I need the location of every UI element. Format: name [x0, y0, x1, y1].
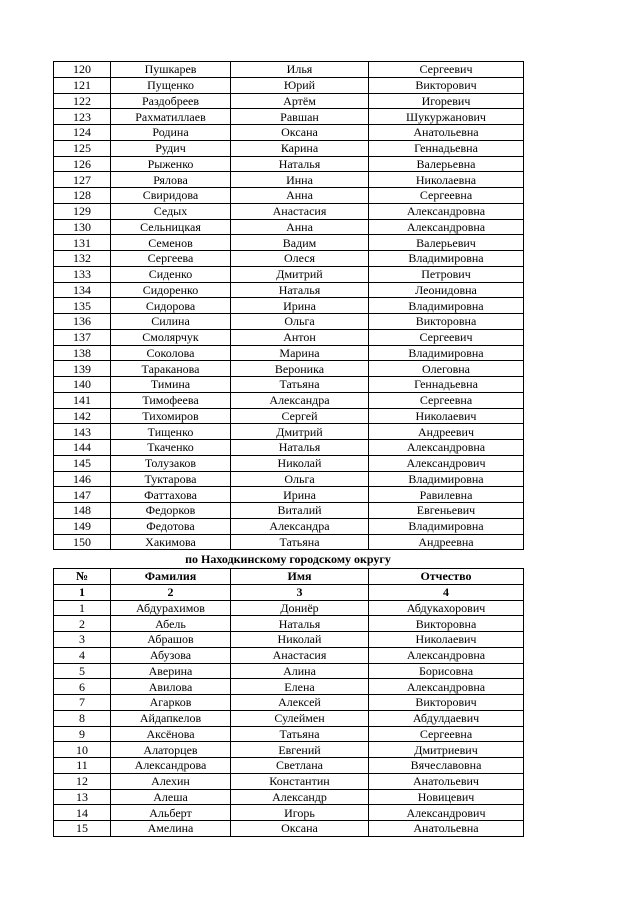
surname-cell: Фаттахова: [111, 487, 231, 503]
header-surname: Фамилия: [111, 569, 231, 585]
patronymic-cell: Валерьевич: [369, 235, 524, 251]
name-cell: Ирина: [231, 298, 369, 314]
surname-cell: Толузаков: [111, 455, 231, 471]
table-row: [54, 109, 524, 125]
surname-cell: Сельницкая: [111, 219, 231, 235]
name-cell: Оксана: [231, 125, 369, 141]
patronymic-cell: Викторович: [369, 695, 524, 711]
patronymic-cell: Сергеевна: [369, 726, 524, 742]
row-number-cell: 141: [54, 392, 111, 408]
surname-cell: Силина: [111, 314, 231, 330]
surname-cell: Федотова: [111, 518, 231, 534]
surname-cell: Тищенко: [111, 424, 231, 440]
row-number-cell: 1: [54, 600, 111, 616]
patronymic-cell: Сергеевич: [369, 62, 524, 78]
table-row: [54, 663, 524, 679]
patronymic-cell: Викторовна: [369, 314, 524, 330]
patronymic-cell: Владимировна: [369, 298, 524, 314]
surname-cell: Абдурахимов: [111, 600, 231, 616]
surname-cell: Ткаченко: [111, 440, 231, 456]
surname-cell: Аверина: [111, 663, 231, 679]
table-row: [54, 679, 524, 695]
patronymic-cell: Владимировна: [369, 518, 524, 534]
table-row: [54, 616, 524, 632]
row-number-cell: 10: [54, 742, 111, 758]
patronymic-cell: Владимировна: [369, 471, 524, 487]
row-number-cell: 147: [54, 487, 111, 503]
header-patronymic: Отчество: [369, 569, 524, 585]
name-cell: Равшан: [231, 109, 369, 125]
name-cell: Наталья: [231, 616, 369, 632]
table-row: [54, 77, 524, 93]
surname-cell: Свиридова: [111, 188, 231, 204]
surname-cell: Седых: [111, 203, 231, 219]
surname-cell: Тараканова: [111, 361, 231, 377]
name-cell: Татьяна: [231, 726, 369, 742]
name-cell: Сергей: [231, 408, 369, 424]
row-number-cell: 6: [54, 679, 111, 695]
row-number-cell: 126: [54, 156, 111, 172]
name-cell: Александр: [231, 789, 369, 805]
table-body: [54, 569, 524, 837]
surname-cell: Рялова: [111, 172, 231, 188]
row-number-cell: 120: [54, 62, 111, 78]
patronymic-cell: Николаевич: [369, 408, 524, 424]
name-cell: Ольга: [231, 471, 369, 487]
row-number-cell: 140: [54, 377, 111, 393]
row-number-cell: 139: [54, 361, 111, 377]
row-number-cell: 128: [54, 188, 111, 204]
name-cell: Александра: [231, 392, 369, 408]
patronymic-cell: Новицевич: [369, 789, 524, 805]
name-cell: Олеся: [231, 251, 369, 267]
name-cell: Евгений: [231, 742, 369, 758]
name-cell: Карина: [231, 140, 369, 156]
table-row: [54, 758, 524, 774]
name-cell: Николай: [231, 455, 369, 471]
patronymic-cell: Шукуржанович: [369, 109, 524, 125]
table-row: [54, 647, 524, 663]
table-row: [54, 345, 524, 361]
patronymic-cell: Александровна: [369, 679, 524, 695]
row-number-cell: 3: [54, 632, 111, 648]
patronymic-cell: Дмитриевич: [369, 742, 524, 758]
table-row: [54, 219, 524, 235]
table-row: [54, 726, 524, 742]
surname-cell: Алехин: [111, 773, 231, 789]
table-row: [54, 377, 524, 393]
patronymic-cell: Николаевна: [369, 172, 524, 188]
patronymic-cell: Александрович: [369, 805, 524, 821]
table-row: [54, 156, 524, 172]
row-number-cell: 142: [54, 408, 111, 424]
patronymic-cell: Сергеевна: [369, 392, 524, 408]
surname-cell: Раздобреев: [111, 93, 231, 109]
row-number-cell: 15: [54, 821, 111, 837]
patronymic-cell: Евгеньевич: [369, 503, 524, 519]
row-number-cell: 137: [54, 329, 111, 345]
table-row: [54, 408, 524, 424]
surname-cell: Туктарова: [111, 471, 231, 487]
name-cell: Светлана: [231, 758, 369, 774]
patronymic-cell: Валерьевна: [369, 156, 524, 172]
patronymic-cell: Петрович: [369, 266, 524, 282]
surname-cell: Абузова: [111, 647, 231, 663]
patronymic-cell: Анатольевна: [369, 821, 524, 837]
patronymic-cell: Олеговна: [369, 361, 524, 377]
table-row: [54, 455, 524, 471]
row-number-cell: 127: [54, 172, 111, 188]
row-number-cell: 133: [54, 266, 111, 282]
name-cell: Сулеймен: [231, 710, 369, 726]
surname-cell: Пушкарев: [111, 62, 231, 78]
name-cell: Елена: [231, 679, 369, 695]
surname-cell: Абель: [111, 616, 231, 632]
row-number-cell: 12: [54, 773, 111, 789]
table-row: [54, 503, 524, 519]
name-cell: Александра: [231, 518, 369, 534]
table-row: [54, 424, 524, 440]
surname-cell: Сиденко: [111, 266, 231, 282]
name-cell: Николай: [231, 632, 369, 648]
surname-cell: Александрова: [111, 758, 231, 774]
table-row: [54, 188, 524, 204]
patronymic-cell: Владимировна: [369, 345, 524, 361]
table-row: [54, 235, 524, 251]
surname-cell: Рахматиллаев: [111, 109, 231, 125]
row-number-cell: 9: [54, 726, 111, 742]
surname-cell: Тимина: [111, 377, 231, 393]
row-number-cell: 136: [54, 314, 111, 330]
patronymic-cell: Андреевна: [369, 534, 524, 550]
surname-cell: Абрашов: [111, 632, 231, 648]
patronymic-cell: Анатольевна: [369, 125, 524, 141]
surname-cell: Алаторцев: [111, 742, 231, 758]
row-number-cell: 134: [54, 282, 111, 298]
row-number-cell: 149: [54, 518, 111, 534]
surname-cell: Родина: [111, 125, 231, 141]
surname-cell: Аксёнова: [111, 726, 231, 742]
table-row: [54, 805, 524, 821]
row-number-cell: 131: [54, 235, 111, 251]
row-number-cell: 143: [54, 424, 111, 440]
table-row: [54, 314, 524, 330]
name-cell: Виталий: [231, 503, 369, 519]
table-row: [54, 821, 524, 837]
row-number-cell: 129: [54, 203, 111, 219]
surname-cell: Пущенко: [111, 77, 231, 93]
patronymic-cell: Геннадьевна: [369, 377, 524, 393]
surname-cell: Тимофеева: [111, 392, 231, 408]
name-cell: Наталья: [231, 156, 369, 172]
surname-cell: Рудич: [111, 140, 231, 156]
table-row: [54, 471, 524, 487]
name-cell: Инна: [231, 172, 369, 188]
name-cell: Татьяна: [231, 377, 369, 393]
patronymic-cell: Александрович: [369, 455, 524, 471]
table-body: [54, 62, 524, 550]
surname-cell: Сидорова: [111, 298, 231, 314]
name-cell: Оксана: [231, 821, 369, 837]
patronymic-cell: Александровна: [369, 647, 524, 663]
surname-cell: Смолярчук: [111, 329, 231, 345]
patronymic-cell: Игоревич: [369, 93, 524, 109]
table-row: [54, 632, 524, 648]
patronymic-cell: Сергеевна: [369, 188, 524, 204]
name-cell: Татьяна: [231, 534, 369, 550]
patronymic-cell: Равилевна: [369, 487, 524, 503]
patronymic-cell: Леонидовна: [369, 282, 524, 298]
table-row: [54, 518, 524, 534]
table-row: [54, 695, 524, 711]
row-number-cell: 124: [54, 125, 111, 141]
table-row: [54, 172, 524, 188]
name-cell: Анастасия: [231, 647, 369, 663]
row-number-cell: 11: [54, 758, 111, 774]
surname-cell: Агарков: [111, 695, 231, 711]
patronymic-cell: Сергеевич: [369, 329, 524, 345]
participants-table-nakhodka: [53, 568, 524, 837]
name-cell: Дмитрий: [231, 424, 369, 440]
table-row: [54, 361, 524, 377]
name-cell: Алексей: [231, 695, 369, 711]
surname-cell: Алеша: [111, 789, 231, 805]
table-row: [54, 203, 524, 219]
table-row: [54, 298, 524, 314]
patronymic-cell: Андреевич: [369, 424, 524, 440]
name-cell: Анна: [231, 188, 369, 204]
row-number-cell: 7: [54, 695, 111, 711]
table-row: [54, 440, 524, 456]
patronymic-cell: Абдукахорович: [369, 600, 524, 616]
row-number-cell: 121: [54, 77, 111, 93]
row-number-cell: 2: [54, 616, 111, 632]
name-cell: Анна: [231, 219, 369, 235]
table-row: [54, 251, 524, 267]
surname-cell: Альберт: [111, 805, 231, 821]
name-cell: Илья: [231, 62, 369, 78]
section-heading: по Находкинскому городскому округу: [185, 552, 391, 566]
patronymic-cell: Борисовна: [369, 663, 524, 679]
row-number-cell: 13: [54, 789, 111, 805]
name-cell: Юрий: [231, 77, 369, 93]
surname-cell: Рыженко: [111, 156, 231, 172]
name-cell: Ольга: [231, 314, 369, 330]
surname-cell: Авилова: [111, 679, 231, 695]
header-number: №: [54, 569, 111, 585]
patronymic-cell: Геннадьевна: [369, 140, 524, 156]
table-row: [54, 710, 524, 726]
participants-table-continued: [53, 61, 524, 550]
row-number-cell: 122: [54, 93, 111, 109]
name-cell: Марина: [231, 345, 369, 361]
table-row: [54, 329, 524, 345]
name-cell: Антон: [231, 329, 369, 345]
table-row: [54, 125, 524, 141]
name-cell: Алина: [231, 663, 369, 679]
name-cell: Наталья: [231, 282, 369, 298]
row-number-cell: 5: [54, 663, 111, 679]
row-number-cell: 146: [54, 471, 111, 487]
patronymic-cell: Анатольевич: [369, 773, 524, 789]
surname-cell: Соколова: [111, 345, 231, 361]
header-name: Имя: [231, 569, 369, 585]
name-cell: Вероника: [231, 361, 369, 377]
patronymic-cell: Николаевич: [369, 632, 524, 648]
surname-cell: Тихомиров: [111, 408, 231, 424]
name-cell: Наталья: [231, 440, 369, 456]
row-number-cell: 130: [54, 219, 111, 235]
table-row: [54, 62, 524, 78]
row-number-cell: 135: [54, 298, 111, 314]
column-number-row: [54, 584, 524, 600]
name-cell: Вадим: [231, 235, 369, 251]
table-row: [54, 282, 524, 298]
column-number: 1: [54, 584, 111, 600]
table-row: [54, 140, 524, 156]
surname-cell: Сергеева: [111, 251, 231, 267]
surname-cell: Семенов: [111, 235, 231, 251]
row-number-cell: 150: [54, 534, 111, 550]
name-cell: Игорь: [231, 805, 369, 821]
table-row: [54, 534, 524, 550]
name-cell: Константин: [231, 773, 369, 789]
surname-cell: Айдапкелов: [111, 710, 231, 726]
patronymic-cell: Абдулдаевич: [369, 710, 524, 726]
surname-cell: Амелина: [111, 821, 231, 837]
table-row: [54, 487, 524, 503]
patronymic-cell: Александровна: [369, 203, 524, 219]
patronymic-cell: Вячеславовна: [369, 758, 524, 774]
patronymic-cell: Владимировна: [369, 251, 524, 267]
name-cell: Дониёр: [231, 600, 369, 616]
header-row: [54, 569, 524, 585]
row-number-cell: 144: [54, 440, 111, 456]
column-number: 2: [111, 584, 231, 600]
table-row: [54, 742, 524, 758]
row-number-cell: 123: [54, 109, 111, 125]
table-row: [54, 600, 524, 616]
name-cell: Ирина: [231, 487, 369, 503]
name-cell: Артём: [231, 93, 369, 109]
surname-cell: Хакимова: [111, 534, 231, 550]
patronymic-cell: Александровна: [369, 440, 524, 456]
row-number-cell: 138: [54, 345, 111, 361]
table-row: [54, 93, 524, 109]
name-cell: Анастасия: [231, 203, 369, 219]
patronymic-cell: Викторовна: [369, 616, 524, 632]
row-number-cell: 14: [54, 805, 111, 821]
row-number-cell: 148: [54, 503, 111, 519]
row-number-cell: 145: [54, 455, 111, 471]
row-number-cell: 8: [54, 710, 111, 726]
column-number: 3: [231, 584, 369, 600]
patronymic-cell: Александровна: [369, 219, 524, 235]
surname-cell: Федорков: [111, 503, 231, 519]
table-row: [54, 266, 524, 282]
column-number: 4: [369, 584, 524, 600]
row-number-cell: 132: [54, 251, 111, 267]
name-cell: Дмитрий: [231, 266, 369, 282]
row-number-cell: 125: [54, 140, 111, 156]
surname-cell: Сидоренко: [111, 282, 231, 298]
table-row: [54, 773, 524, 789]
row-number-cell: 4: [54, 647, 111, 663]
table-row: [54, 789, 524, 805]
patronymic-cell: Викторович: [369, 77, 524, 93]
table-row: [54, 392, 524, 408]
